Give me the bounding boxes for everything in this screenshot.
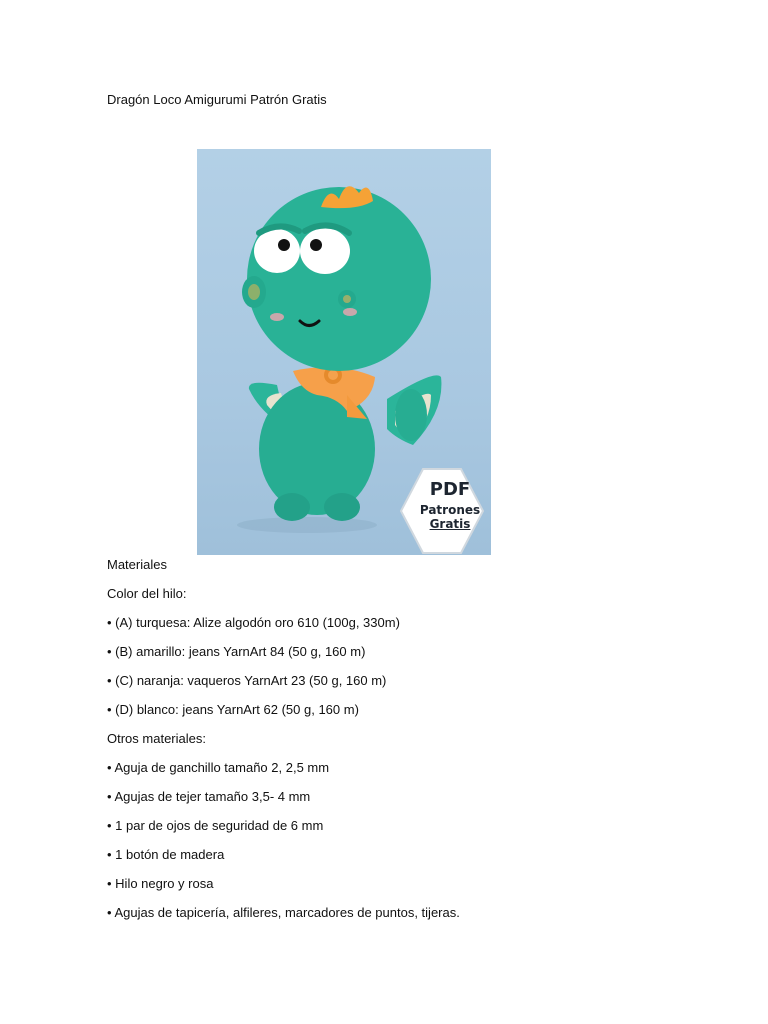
watermark-pdf-label: PDF: [429, 479, 471, 500]
watermark-gratis-label: Gratis: [429, 517, 471, 531]
other-material-item: • 1 par de ojos de seguridad de 6 mm: [107, 818, 324, 833]
thread-color-item: • (B) amarillo: jeans YarnArt 84 (50 g, 160 m): [107, 644, 366, 659]
other-material-item: • Aguja de ganchillo tamaño 2, 2,5 mm: [107, 760, 330, 775]
amigurumi-dragon-photo: [197, 149, 491, 555]
materials-heading: Materiales: [107, 557, 167, 572]
watermark-patrones-label: Patrones: [419, 503, 481, 517]
other-material-item: • Hilo negro y rosa: [107, 876, 214, 891]
pdf-watermark-badge: [407, 471, 491, 555]
other-material-item: • Agujas de tejer tamaño 3,5- 4 mm: [107, 789, 311, 804]
materials-section: [107, 556, 460, 933]
thread-color-item: • (C) naranja: vaqueros YarnArt 23 (50 g, 160 m): [107, 673, 387, 688]
other-material-item: • Agujas de tapicería, alfileres, marcadores de puntos, tijeras.: [107, 905, 460, 920]
other-materials-heading: Otros materiales:: [107, 731, 206, 746]
thread-color-item: • (D) blanco: jeans YarnArt 62 (50 g, 160 m): [107, 702, 359, 717]
document-title: Dragón Loco Amigurumi Patrón Gratis: [107, 92, 327, 107]
thread-color-heading: Color del hilo:: [107, 586, 187, 601]
other-material-item: • 1 botón de madera: [107, 847, 225, 862]
thread-color-item: • (A) turquesa: Alize algodón oro 610 (100g, 330m): [107, 615, 400, 630]
